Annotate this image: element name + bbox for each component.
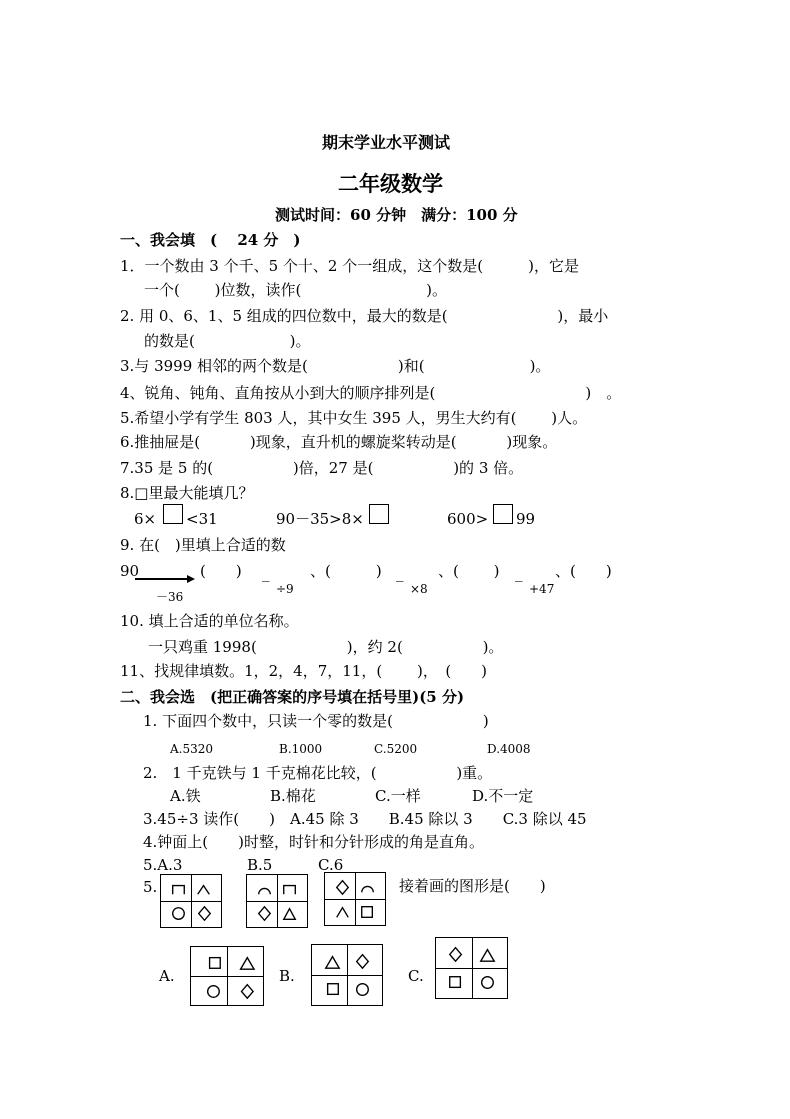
square-icon [450, 977, 461, 988]
s2-q3: 3.45÷3 读作( ) A.45 除 3 B.45 除以 3 C.3 除以 45 [143, 810, 587, 828]
q8-item2: 90－35>8× [276, 510, 364, 528]
diamond-icon [259, 907, 271, 920]
q3: 3.与 3999 相邻的两个数是( )和( )。 [120, 357, 551, 375]
pattern-grid-2 [246, 874, 308, 928]
q6: 6.推抽屉是( )现象，直升机的螺旋桨转动是( )现象。 [120, 433, 558, 451]
s2-q2-opt-a: A.铁 [170, 787, 201, 805]
circle-icon [173, 908, 185, 920]
q9-paren4: 、( ) [555, 562, 612, 580]
s2-q2-opt-d: D.不一定 [472, 787, 534, 805]
q9-op1: －36 [156, 590, 184, 604]
subject-title: 二年级数学 [338, 171, 443, 196]
answer-b-label: B. [279, 967, 295, 985]
q11: 11、找规律填数。1，2，4，7，11，( )， ( ) [120, 662, 488, 680]
answer-grid-b[interactable] [311, 944, 383, 1006]
square-icon [328, 984, 339, 995]
answer-grid-c[interactable] [435, 937, 508, 999]
s2-q1: 1. 下面四个数中，只读一个零的数是( ) [143, 712, 489, 730]
q9-op4: +47 [529, 582, 555, 596]
answer-box[interactable] [163, 504, 183, 524]
q9-line1: _ [262, 564, 270, 582]
s2-q1-opt-c: C.5200 [374, 742, 418, 756]
q9-op3: ×8 [410, 582, 428, 596]
open-circle-icon [362, 886, 374, 892]
answer-box[interactable] [493, 504, 513, 524]
s2-q4-opt-b: B.5 [247, 856, 273, 874]
diamond-icon [337, 881, 349, 894]
s2-q4: 4.钟面上( )时整，时针和分针形成的角是直角。 [143, 833, 485, 851]
open-square-icon [284, 886, 296, 895]
q9-paren2: 、( ) [310, 562, 382, 580]
s2-q1-opt-b: B.1000 [279, 742, 323, 756]
square-icon [210, 958, 221, 969]
circle-icon [208, 986, 220, 998]
answer-grid-a[interactable] [190, 946, 264, 1006]
pattern-grid-3 [324, 872, 386, 926]
open-square-icon [173, 886, 185, 895]
q9-start: 90 [120, 562, 140, 580]
s2-q5-label: 5. [143, 878, 158, 896]
square-icon [362, 907, 373, 918]
q8-item1-tail: <31 [186, 510, 218, 528]
q2-line2: 的数是( )。 [144, 332, 311, 350]
q9-op2: ÷9 [276, 582, 294, 596]
q10: 10. 填上合适的单位名称。 [120, 612, 299, 630]
q1-line1: 1．一个数由 3 个千、5 个十、2 个一组成，这个数是( )，它是 [120, 257, 579, 275]
q9-line3: _ [515, 564, 523, 582]
triangle-icon [481, 950, 495, 962]
section1-heading: 一、我会填 ( 24 分 ) [120, 231, 301, 249]
s2-q2-opt-c: C.一样 [375, 787, 421, 805]
section2-heading: 二、我会选 (把正确答案的序号填在括号里)(5 分) [120, 688, 465, 706]
q7: 7.35 是 5 的( )倍，27 是( )的 3 倍。 [120, 459, 524, 477]
q4: 4、锐角、钝角、直角按从小到大的顺序排列是( ) 。 [120, 384, 622, 402]
triangle-icon [241, 958, 255, 970]
q8-item3: 600> [447, 510, 489, 528]
diamond-icon [450, 948, 462, 962]
exam-title: 期末学业水平测试 [322, 133, 451, 152]
triangle-icon [326, 957, 340, 969]
q5: 5.希望小学有学生 803 人，其中女生 395 人，男生大约有( )人。 [120, 409, 588, 427]
q8-item1: 6× [134, 510, 157, 528]
s2-q1-opt-d: D.4008 [487, 742, 531, 756]
q9-paren1: ( ) [200, 562, 242, 580]
s2-q4-opt-c: C.6 [318, 856, 344, 874]
circle-icon [482, 977, 494, 989]
q9-line2: _ [396, 564, 404, 582]
answer-c-label: C. [408, 967, 424, 985]
q9: 9. 在( )里填上合适的数 [120, 536, 286, 554]
q8: 8.□里最大能填几？ [120, 484, 254, 502]
s2-q2-opt-b: B.棉花 [270, 787, 316, 805]
q10-line2: 一只鸡重 1998( )，约 2( )。 [148, 638, 504, 656]
circle-icon [357, 984, 369, 996]
s2-q1-opt-a: A.5320 [170, 742, 214, 756]
s2-q2: 2. 1 千克铁与 1 千克棉花比较，( )重。 [143, 764, 493, 782]
pattern-grid-1 [160, 874, 222, 928]
open-triangle-icon [337, 908, 349, 918]
q2-line1: 2. 用 0、6、1、5 组成的四位数中，最大的数是( )，最小 [120, 307, 609, 325]
q1-line2: 一个( )位数，读作( )。 [144, 281, 447, 299]
answer-a-label: A. [159, 967, 175, 985]
open-triangle-icon [198, 886, 210, 895]
s2-q4-opt-a: 5.A.3 [143, 856, 183, 874]
answer-box[interactable] [369, 504, 389, 524]
s2-q5-text: 接着画的图形是( ) [399, 877, 546, 895]
q8-item3-tail: 99 [516, 510, 536, 528]
triangle-icon [284, 909, 296, 920]
open-circle-icon [259, 888, 271, 894]
diamond-icon [242, 985, 254, 999]
exam-meta: 测试时间：60 分钟 满分：100 分 [275, 206, 518, 224]
diamond-icon [199, 907, 211, 920]
q9-paren3: 、( ) [438, 562, 500, 580]
diamond-icon [357, 955, 369, 969]
arrow-icon [135, 574, 195, 584]
